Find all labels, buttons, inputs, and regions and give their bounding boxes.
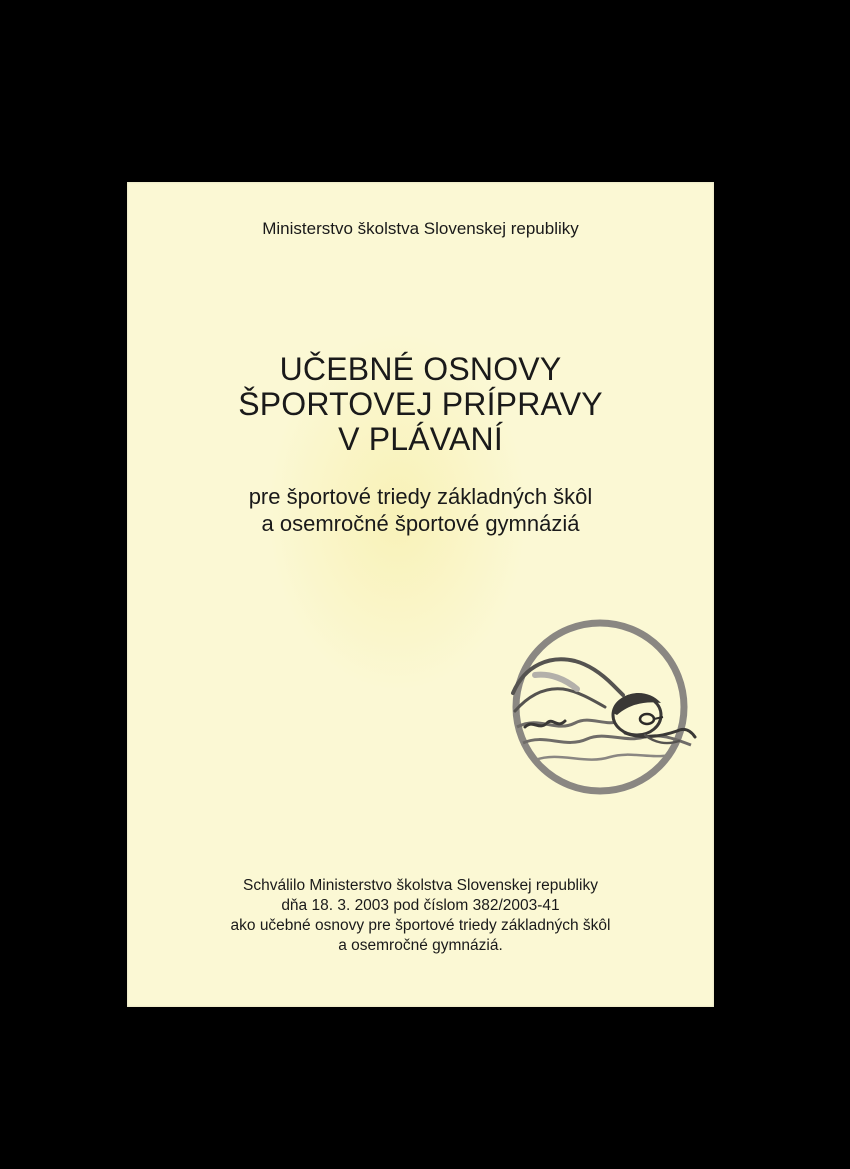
swimmer-icon	[495, 615, 715, 805]
approval-line: a osemročné gymnáziá.	[338, 937, 503, 954]
approval-line: Schválilo Ministerstvo školstva Slovenskej republiky	[243, 877, 598, 894]
title-line: ŠPORTOVEJ PRÍPRAVY	[238, 386, 603, 422]
title-line: V PLÁVANÍ	[338, 421, 503, 457]
title-line: UČEBNÉ OSNOVY	[279, 351, 562, 387]
approval-line: dňa 18. 3. 2003 pod číslom 382/2003-41	[281, 897, 560, 914]
cover-title	[127, 352, 714, 457]
cover-subtitle	[127, 483, 714, 537]
subtitle-line: pre športové triedy základných škôl	[248, 484, 593, 509]
approval-note	[127, 876, 714, 956]
booklet-cover	[127, 182, 714, 1007]
subtitle-line: a osemročné športové gymnáziá	[261, 511, 580, 536]
ministry-name: Ministerstvo školstva Slovenskej republiky	[262, 219, 579, 238]
approval-line: ako učebné osnovy pre športové triedy základných škôl	[230, 917, 611, 934]
